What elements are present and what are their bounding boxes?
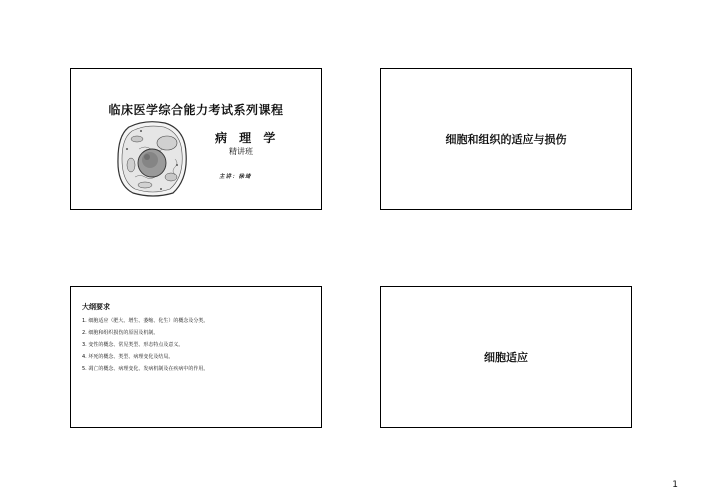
syllabus-item: 1. 细胞适应（肥大、增生、萎缩、化生）的概念及分类。 xyxy=(82,318,209,324)
course-title: 临床医学综合能力考试系列课程 xyxy=(108,103,284,117)
chapter-title: 细胞和组织的适应与损伤 xyxy=(445,133,567,146)
slide-syllabus xyxy=(70,286,322,428)
lecturer-signature: 主讲：徐琦 xyxy=(219,174,252,180)
syllabus-item: 4. 坏死的概念、类型、病理变化及结局。 xyxy=(82,354,174,360)
syllabus-item: 2. 细胞和组织损伤的原因及机制。 xyxy=(82,330,159,336)
slide-course-cover xyxy=(70,68,322,210)
page-number: 1 xyxy=(672,480,678,490)
syllabus-item: 3. 变性的概念、常见类型、形态特点及意义。 xyxy=(82,342,184,348)
slide-chapter-title xyxy=(380,68,632,210)
syllabus-heading: 大纲要求 xyxy=(82,303,110,311)
slide-section-title xyxy=(380,286,632,428)
syllabus-list xyxy=(82,315,208,375)
subject-name: 病 理 学 xyxy=(215,131,280,145)
section-title: 细胞适应 xyxy=(484,351,528,364)
syllabus-item: 5. 凋亡的概念、病理变化、发病机制及在疾病中的作用。 xyxy=(82,366,209,372)
cell-diagram-icon xyxy=(115,119,189,199)
class-name: 精讲班 xyxy=(229,147,253,156)
